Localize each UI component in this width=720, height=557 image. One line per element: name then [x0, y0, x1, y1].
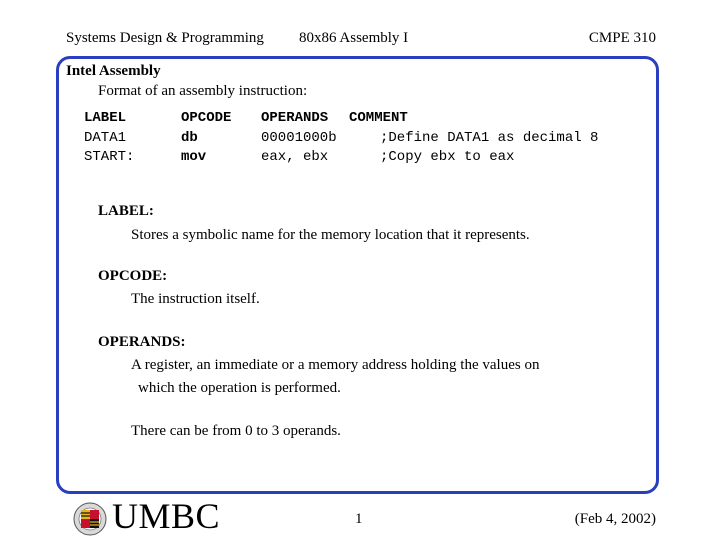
- slide-date: (Feb 4, 2002): [574, 511, 656, 527]
- definition-term-opcode: OPCODE:: [98, 268, 168, 284]
- code-row1-comment: ;Define DATA1 as decimal 8: [380, 130, 599, 146]
- definition-text-label: Stores a symbolic name for the memory location that it represents.: [131, 227, 530, 243]
- operand-count-note: There can be from 0 to 3 operands.: [131, 423, 341, 439]
- code-row2-operands: eax, ebx: [261, 149, 329, 165]
- code-header-label: LABEL: [84, 110, 127, 126]
- definition-text-operands: A register, an immediate or a memory address holding the values on: [131, 357, 540, 373]
- definition-term-label: LABEL:: [98, 203, 154, 219]
- definition-term-operands: OPERANDS:: [98, 334, 186, 350]
- definition-text-operands-cont: which the operation is performed.: [138, 380, 341, 396]
- code-row2-comment: ;Copy ebx to eax: [380, 149, 515, 165]
- page-number: 1: [355, 511, 363, 527]
- code-row2-opcode: mov: [181, 149, 207, 165]
- slide-title: Intel Assembly: [66, 63, 161, 79]
- code-row1-operands: 00001000b: [261, 130, 337, 146]
- code-header-comment: COMMENT: [349, 110, 408, 126]
- header-topic: 80x86 Assembly I: [299, 30, 409, 46]
- header-course-code: CMPE 310: [588, 30, 656, 46]
- code-row1-label: DATA1: [84, 130, 127, 146]
- umbc-seal-icon: [73, 502, 107, 536]
- header-course: Systems Design & Programming: [66, 30, 264, 46]
- umbc-logo: UMBC: [112, 496, 221, 536]
- slide-subtitle: Format of an assembly instruction:: [98, 83, 308, 99]
- code-header-opcode: OPCODE: [181, 110, 232, 126]
- definition-text-opcode: The instruction itself.: [131, 291, 260, 307]
- code-row2-label: START:: [84, 149, 135, 165]
- code-header-operands: OPERANDS: [261, 110, 329, 126]
- code-row1-opcode: db: [181, 130, 198, 146]
